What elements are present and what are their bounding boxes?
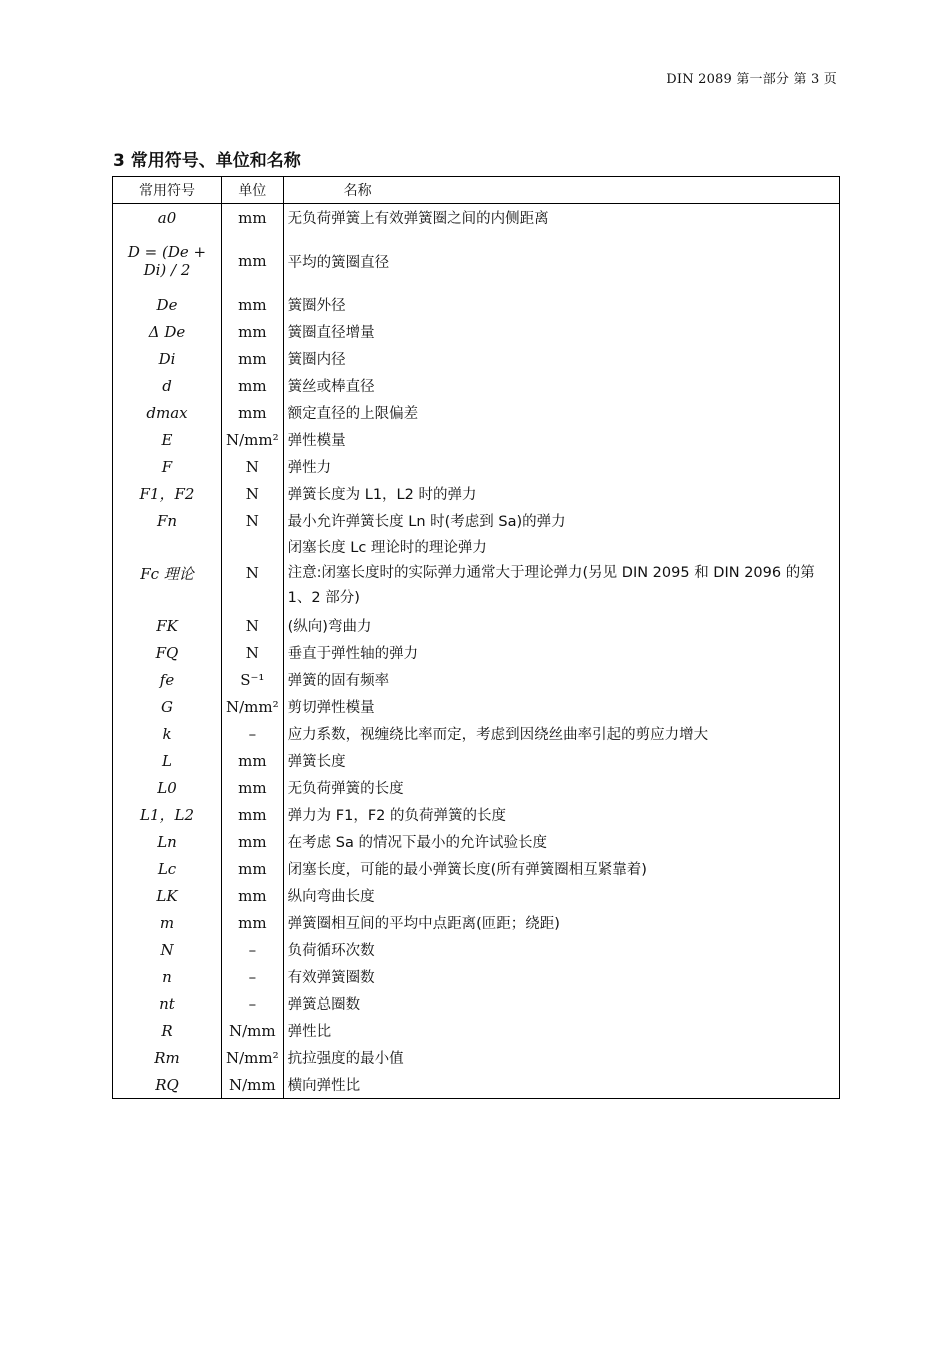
table-row [113,990,840,1017]
cell-name: 弹簧长度为 L1，L2 时的弹力 [283,480,839,507]
cell-name: 弹性模量 [283,426,839,453]
table-row [113,426,840,453]
cell-unit: mm [222,828,284,855]
cell-symbol: nt [113,990,222,1017]
cell-symbol: m [113,909,222,936]
table-row [113,639,840,666]
cell-symbol: Δ De [113,318,222,345]
cell-symbol: Rm [113,1044,222,1071]
cell-unit: N/mm² [222,1044,284,1071]
cell-name: 簧圈外径 [283,291,839,318]
cell-name: 弹簧总圈数 [283,990,839,1017]
column-header-unit: 单位 [222,177,284,204]
cell-name: 在考虑 Sa 的情况下最小的允许试验长度 [283,828,839,855]
table-row [113,747,840,774]
table-header-row [113,177,840,204]
cell-name: 应力系数，视缠绕比率而定，考虑到因绕丝曲率引起的剪应力增大 [283,720,839,747]
table-row [113,534,840,612]
cell-symbol: RQ [113,1071,222,1099]
cell-symbol: Lc [113,855,222,882]
table-row [113,774,840,801]
cell-symbol: L [113,747,222,774]
cell-symbol: Fc 理论 [113,534,222,612]
cell-unit: mm [222,291,284,318]
cell-unit: S⁻¹ [222,666,284,693]
cell-unit: – [222,936,284,963]
cell-name: 弹簧圈相互间的平均中点距离(匝距；绕距) [283,909,839,936]
cell-name: 剪切弹性模量 [283,693,839,720]
cell-unit: N/mm [222,1071,284,1099]
cell-unit: N [222,612,284,639]
cell-unit: N/mm² [222,693,284,720]
table-row [113,720,840,747]
table-row [113,612,840,639]
cell-unit: mm [222,909,284,936]
cell-name: 闭塞长度，可能的最小弹簧长度(所有弹簧圈相互紧靠着) [283,855,839,882]
cell-unit: – [222,720,284,747]
cell-symbol: D = (De + Di) / 2 [113,231,222,291]
cell-symbol: k [113,720,222,747]
cell-symbol: d [113,372,222,399]
table-row [113,1044,840,1071]
cell-name: 簧圈直径增量 [283,318,839,345]
cell-symbol: n [113,963,222,990]
table-row [113,345,840,372]
table-row [113,666,840,693]
cell-symbol: LK [113,882,222,909]
table-row [113,453,840,480]
cell-unit: mm [222,855,284,882]
table-row [113,1017,840,1044]
table-row [113,693,840,720]
cell-unit: N [222,480,284,507]
table-row [113,963,840,990]
cell-symbol: L0 [113,774,222,801]
table-row [113,882,840,909]
cell-unit: N [222,453,284,480]
cell-unit: – [222,963,284,990]
cell-unit: mm [222,882,284,909]
cell-unit: mm [222,231,284,291]
cell-unit: N [222,639,284,666]
cell-symbol: N [113,936,222,963]
cell-name: 纵向弯曲长度 [283,882,839,909]
cell-name: 负荷循环次数 [283,936,839,963]
cell-unit: N [222,534,284,612]
cell-symbol: R [113,1017,222,1044]
table-row [113,507,840,534]
cell-symbol: a0 [113,204,222,232]
cell-symbol: Di [113,345,222,372]
cell-name: 弹力为 F1，F2 的负荷弹簧的长度 [283,801,839,828]
cell-unit: mm [222,801,284,828]
cell-unit: mm [222,318,284,345]
section-title: 3 常用符号、单位和名称 [113,151,301,171]
column-header-symbol: 常用符号 [113,177,222,204]
table-row [113,231,840,291]
cell-unit: N [222,507,284,534]
cell-symbol: fe [113,666,222,693]
cell-symbol: E [113,426,222,453]
cell-unit: mm [222,345,284,372]
table-row [113,1071,840,1099]
cell-symbol: dmax [113,399,222,426]
cell-name: 弹性比 [283,1017,839,1044]
cell-name: 簧丝或棒直径 [283,372,839,399]
cell-symbol: G [113,693,222,720]
cell-name: 无负荷弹簧上有效弹簧圈之间的内侧距离 [283,204,839,232]
cell-symbol: F [113,453,222,480]
table-row [113,855,840,882]
cell-name: 额定直径的上限偏差 [283,399,839,426]
table-row [113,291,840,318]
cell-name: 垂直于弹性轴的弹力 [283,639,839,666]
cell-symbol: FK [113,612,222,639]
cell-name: 平均的簧圈直径 [283,231,839,291]
cell-name: (纵向)弯曲力 [283,612,839,639]
table-row [113,828,840,855]
table-row [113,909,840,936]
table-row [113,801,840,828]
cell-name: 弹簧长度 [283,747,839,774]
cell-unit: mm [222,774,284,801]
page-header: DIN 2089 第一部分 第 3 页 [666,72,837,87]
cell-name: 簧圈内径 [283,345,839,372]
cell-unit: N/mm² [222,426,284,453]
table-row [113,399,840,426]
symbols-table [112,176,840,1099]
table-row [113,372,840,399]
column-header-name: 名称 [283,177,839,204]
table-row [113,936,840,963]
cell-symbol: Ln [113,828,222,855]
cell-name: 弹性力 [283,453,839,480]
cell-unit: – [222,990,284,1017]
cell-name: 闭塞长度 Lc 理论时的理论弹力 注意:闭塞长度时的实际弹力通常大于理论弹力(另见 DIN 2095 和 DIN 2096 的第 1、2 部分) [283,534,839,612]
table-row [113,204,840,232]
cell-symbol: L1，L2 [113,801,222,828]
table-row [113,480,840,507]
cell-symbol: Fn [113,507,222,534]
table-body [113,204,840,1099]
cell-symbol: FQ [113,639,222,666]
table-row [113,318,840,345]
cell-symbol: F1，F2 [113,480,222,507]
cell-unit: mm [222,372,284,399]
cell-symbol: De [113,291,222,318]
cell-unit: mm [222,747,284,774]
cell-name: 横向弹性比 [283,1071,839,1099]
cell-name: 抗拉强度的最小值 [283,1044,839,1071]
cell-unit: mm [222,204,284,232]
cell-unit: mm [222,399,284,426]
cell-name: 弹簧的固有频率 [283,666,839,693]
cell-unit: N/mm [222,1017,284,1044]
cell-name: 无负荷弹簧的长度 [283,774,839,801]
cell-name: 最小允许弹簧长度 Ln 时(考虑到 Sa)的弹力 [283,507,839,534]
cell-name: 有效弹簧圈数 [283,963,839,990]
